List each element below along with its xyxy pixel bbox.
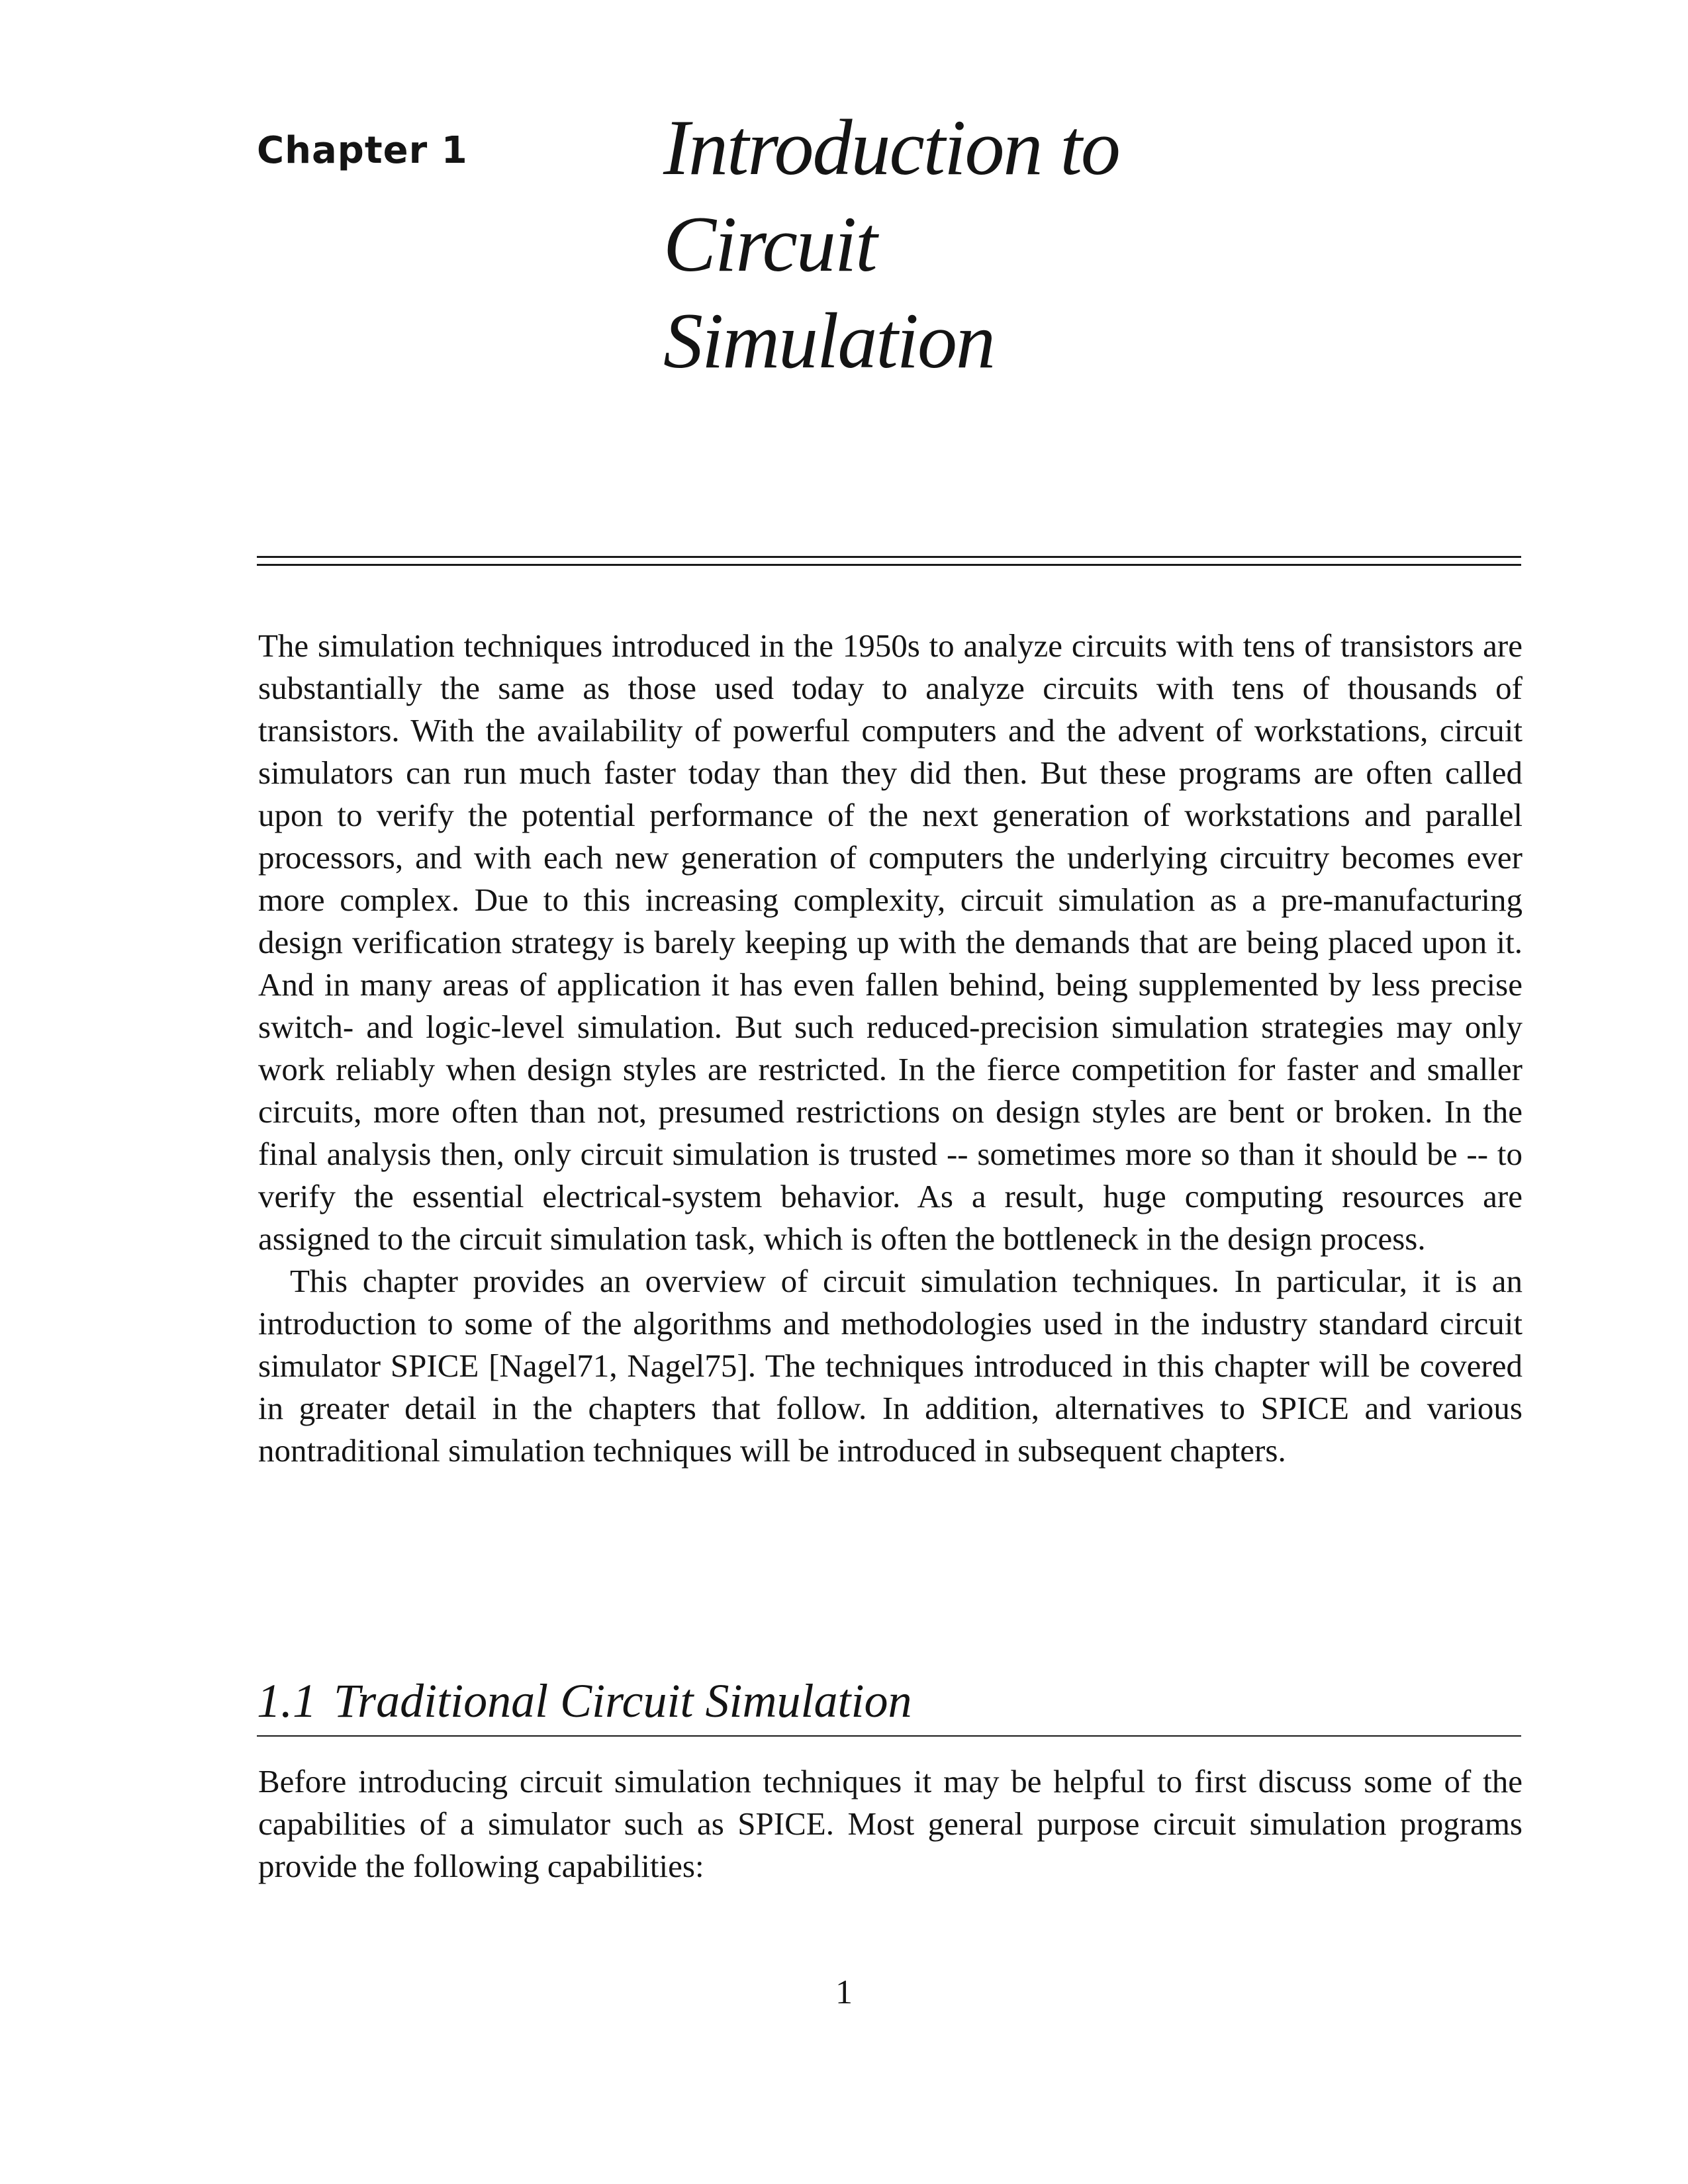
chapter-title-line: Simulation [663, 296, 995, 385]
intro-paragraph: The simulation techniques introduced in the 1950s to analyze circuits with tens of transistors are substantially the same as those used today to analyze circuits with tens of thousands of transistors. With the availability of powerful computers and the advent of workstations, circuit simulators can run much faster today than they did then. But these programs are often called upon to verify the potential performance of the next generation of workstations and parallel processors, and with each new generation of computers the underlying circuitry becomes ever more complex. Due to this increasing complexity, circuit simulation as a pre-manufacturing design verification strategy is barely keeping up with the demands that are being placed upon it. And in many areas of application it has even fallen behind, being supplemented by less precise switch- and logic-level simulation. But such reduced-precision simulation strategies may only work reliably when design styles are restricted. In the fierce competition for faster and smaller circuits, more often than not, presumed restrictions on design styles are bent or broken. In the final analysis then, only circuit simulation is trusted -- sometimes more so than it should be -- to verify the essential electrical-system behavior. As a result, huge computing resources are assigned to the circuit simulation task, which is often the bottleneck in the design process. [258, 627, 1523, 1257]
chapter-label: Chapter 1 [257, 129, 468, 172]
page-number: 1 [835, 1974, 853, 2011]
section-paragraph: Before introducing circuit simulation techniques it may be helpful to first discuss some of the capabilities of a simulator such as SPICE. Most general purpose circuit simulation programs provide the following capabilities: [258, 1763, 1523, 1884]
chapter-title [663, 99, 1119, 389]
chapter-divider [257, 556, 1521, 567]
section-text [258, 1760, 1523, 1888]
section-divider [257, 1735, 1521, 1737]
section-title: Traditional Circuit Simulation [334, 1674, 912, 1727]
chapter-title-line: Circuit [663, 200, 876, 288]
section-heading [257, 1674, 912, 1727]
intro-paragraph: This chapter provides an overview of circuit simulation techniques. In particular, it is an introduction to some of the algorithms and methodologies used in the industry standard circuit simulator SPICE [Nagel71, Nagel75]. The techniques introduced in this chapter will be covered in greater detail in the chapters that follow. In addition, alternatives to SPICE and various nontraditional simulation techniques will be introduced in subsequent chapters. [258, 1263, 1523, 1469]
intro-text [258, 625, 1523, 1472]
section-number: 1.1 [257, 1674, 316, 1727]
chapter-title-line: Introduction to [663, 103, 1119, 191]
